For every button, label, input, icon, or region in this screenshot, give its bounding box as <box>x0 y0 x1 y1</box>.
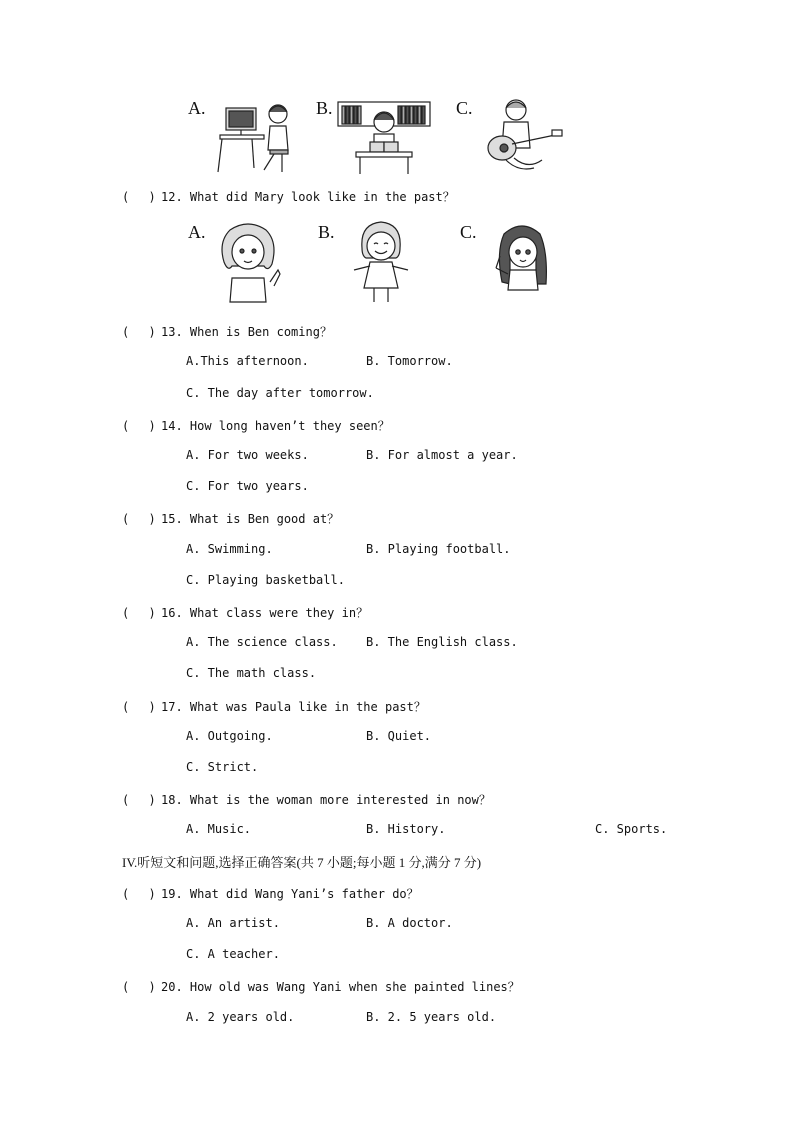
question-13-option-b[interactable]: B. Tomorrow. <box>366 354 453 368</box>
question-19-option-c[interactable]: C. A teacher. <box>186 947 280 961</box>
option-letter-b: B. <box>318 222 335 242</box>
girl-long-hair-icon <box>490 222 554 296</box>
boy-at-computer-icon <box>212 100 294 174</box>
question-13-option-a[interactable]: A.This afternoon. <box>186 354 309 368</box>
answer-paren[interactable]: ( ) <box>122 980 156 994</box>
option-letter-c: C. <box>460 222 477 242</box>
answer-paren[interactable]: ( ) <box>122 325 156 339</box>
girl-short-hair-icon <box>350 218 412 306</box>
girl-curly-hair-icon <box>218 222 286 306</box>
boy-playing-guitar-icon <box>484 98 564 172</box>
question-17-option-a[interactable]: A. Outgoing. <box>186 729 273 743</box>
question-15-stem: 15. What is Ben good at？ <box>161 512 340 526</box>
question-19-option-a[interactable]: A. An artist. <box>186 916 280 930</box>
option-letter-b: B. <box>316 98 333 118</box>
question-15-option-b[interactable]: B. Playing football. <box>366 542 511 556</box>
question-17-option-c[interactable]: C. Strict. <box>186 760 259 774</box>
question-13-stem: 13. When is Ben coming？ <box>161 325 332 339</box>
question-16-option-a[interactable]: A. The science class. <box>186 635 338 649</box>
answer-paren[interactable]: ( ) <box>122 606 156 620</box>
answer-paren[interactable]: ( ) <box>122 793 156 807</box>
question-12-stem: 12. What did Mary look like in the past？ <box>161 190 455 204</box>
question-19-option-b[interactable]: B. A doctor. <box>366 916 453 930</box>
answer-paren[interactable]: ( ) <box>122 887 156 901</box>
answer-paren[interactable]: ( ) <box>122 190 156 204</box>
question-20-stem: 20. How old was Wang Yani when she painted lines？ <box>161 980 520 994</box>
question-14-stem: 14. How long haven’t they seen？ <box>161 419 390 433</box>
question-20-option-a[interactable]: A. 2 years old. <box>186 1010 295 1024</box>
option-letter-c: C. <box>456 98 473 118</box>
question-18-option-a[interactable]: A. Music. <box>186 822 252 836</box>
section-iv-heading: IV.听短文和问题,选择正确答案(共 7 小题;每小题 1 分,满分 7 分) <box>122 855 482 870</box>
question-14-option-a[interactable]: A. For two weeks. <box>186 448 309 462</box>
question-17-option-b[interactable]: B. Quiet. <box>366 729 432 743</box>
question-15-option-c[interactable]: C. Playing basketball. <box>186 573 345 587</box>
question-13-option-c[interactable]: C. The day after tomorrow. <box>186 386 374 400</box>
answer-paren[interactable]: ( ) <box>122 512 156 526</box>
answer-paren[interactable]: ( ) <box>122 419 156 433</box>
option-letter-a: A. <box>188 222 206 242</box>
question-17-stem: 17. What was Paula like in the past？ <box>161 700 426 714</box>
question-15-option-a[interactable]: A. Swimming. <box>186 542 273 556</box>
answer-paren[interactable]: ( ) <box>122 700 156 714</box>
question-18-option-b[interactable]: B. History. <box>366 822 446 836</box>
question-16-stem: 16. What class were they in？ <box>161 606 369 620</box>
boy-reading-in-library-icon <box>336 100 432 176</box>
question-20-option-b[interactable]: B. 2. 5 years old. <box>366 1010 497 1024</box>
question-19-stem: 19. What did Wang Yani’s father do？ <box>161 887 419 901</box>
question-18-stem: 18. What is the woman more interested in now？ <box>161 793 491 807</box>
question-14-option-b[interactable]: B. For almost a year. <box>366 448 518 462</box>
question-18-option-c[interactable]: C. Sports. <box>595 822 668 836</box>
question-14-option-c[interactable]: C. For two years. <box>186 479 309 493</box>
option-letter-a: A. <box>188 98 206 118</box>
question-16-option-b[interactable]: B. The English class. <box>366 635 518 649</box>
question-16-option-c[interactable]: C. The math class. <box>186 666 317 680</box>
